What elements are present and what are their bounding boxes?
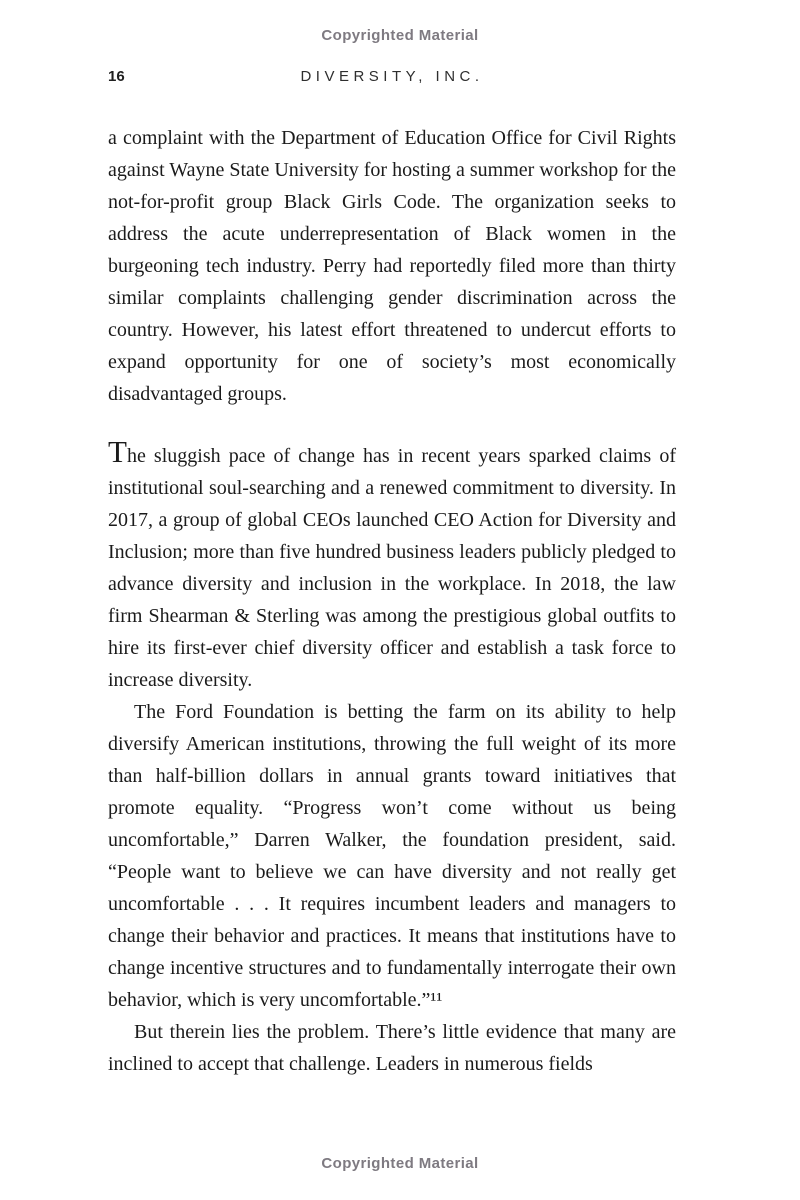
paragraph: The sluggish pace of change has in recent years sparked claims of institutional soul-searching and a renewed commitment to diversity. In 2017, a group of global CEOs launched CEO Action for Diversity and Inclusion; more than five hundred business leaders publicly pledged to advance diversity and inclusion in the workplace. In 2018, the law firm Shearman & Sterling was among the prestigious global outfits to hire its first-ever chief diversity officer and establish a task force to increase diversity. — [108, 434, 676, 691]
copyright-notice-bottom: Copyrighted Material — [321, 1155, 479, 1172]
page-header — [108, 68, 676, 88]
page-number: 16 — [108, 68, 125, 85]
running-head: DIVERSITY, INC. — [300, 68, 484, 85]
paragraph: The Ford Foundation is betting the farm on its ability to help diversify American institutions, throwing the full weight of its more than half-billion dollars in annual grants toward initiatives that promote equality. “Progress won’t come without us being uncomfortable,” Darren Walker, the foundation president, said. “People want to believe we can have diversity and not really get uncomfortable . . . It requires incumbent leaders and managers to change their behavior and practices. It means that institutions have to change incentive structures and to fundamentally interrogate their own behavior, which is very uncomfortable.”¹¹ — [108, 701, 676, 1011]
initial-cap: T — [108, 434, 127, 469]
body-text — [108, 122, 676, 1080]
paragraph: But therein lies the problem. There’s little evidence that many are inclined to accept that challenge. Leaders in numerous fields — [108, 1021, 676, 1075]
paragraph: a complaint with the Department of Education Office for Civil Rights against Wayne State University for hosting a summer workshop for the not-for-profit group Black Girls Code. The organization seeks to address the acute underrepresentation of Black women in the burgeoning tech industry. Perry had reportedly filed more than thirty similar complaints challenging gender discrimination across the country. However, his latest effort threatened to undercut efforts to expand opportunity for one of society’s most economically disadvantaged groups. — [108, 127, 676, 405]
copyright-notice-top: Copyrighted Material — [321, 27, 479, 44]
